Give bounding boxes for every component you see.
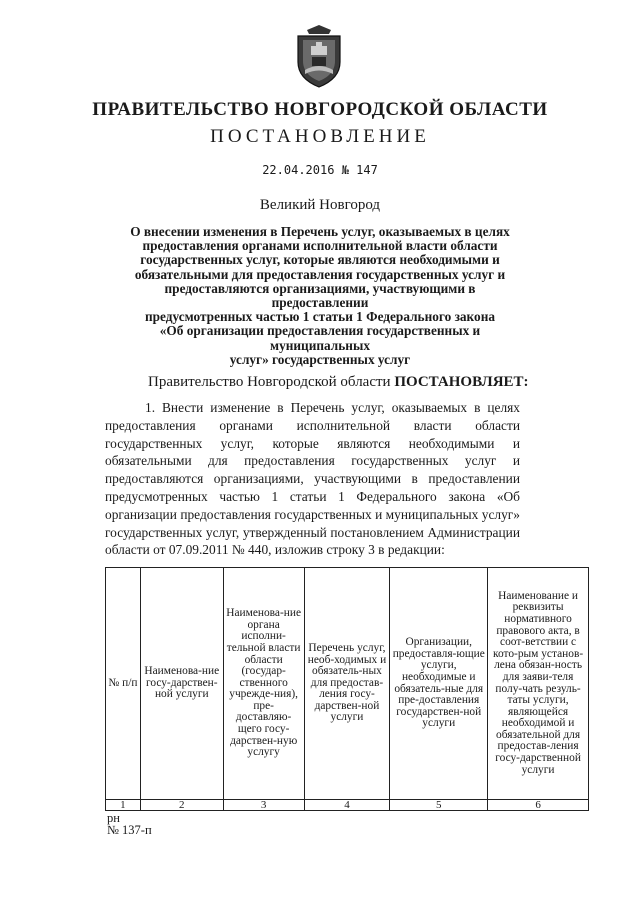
footer-initials: рн: [107, 811, 120, 825]
subject-line: предоставления органами исполнительной власти области: [142, 238, 498, 254]
table-numbering-row: [106, 800, 589, 811]
subject-line: государственных услуг, которые являются необходимыми и: [140, 252, 500, 268]
subject-line: обязательными для предоставления государственных услуг и: [134, 266, 506, 282]
subject-line: услуг» государственных услуг: [229, 351, 411, 367]
document-subject: [115, 225, 525, 367]
column-number: 6: [488, 800, 589, 811]
resolution-intro: [148, 374, 529, 391]
paragraph-1: 1. Внести изменение в Перечень услуг, оказываемых в целях предоставления органами исполнительной власти области государственных услуг, которые являются необходимыми и обязательными для предоставления государственных услуг и предоставляются организациями, участвующими в предоставлении предусмотренных частью 1 статьи 1 Федерального закона «Об организации предоставления государственных и муниципальных услуг» государственных услуг, утвержденный постановлением Администрации области от 07.09.2011 № 440, изложив строку 3 в редакции:: [105, 400, 520, 558]
column-number: 2: [140, 800, 223, 811]
subject-line: предусмотренных частью 1 статьи 1 Федерального закона: [144, 309, 496, 325]
table-header-row: [106, 568, 589, 800]
column-number: 4: [304, 800, 390, 811]
column-number: 1: [106, 800, 141, 811]
intro-emphasis: ПОСТАНОВЛЯЕТ:: [394, 374, 529, 390]
footer-registration-number: № 137-п: [107, 823, 152, 837]
intro-text: Правительство Новгородской области: [148, 374, 391, 390]
services-table: [105, 567, 589, 811]
coat-of-arms-emblem: [290, 24, 348, 88]
subject-line: «Об организации предоставления государственных и муниципальных: [159, 323, 481, 353]
table-header-cell: Наименова-ние органа исполни-тельной власти области (государ-ственного учрежде-ния), пре-доставляю-щего госу-дарствен-ную услугу: [223, 568, 304, 800]
government-title: ПРАВИТЕЛЬСТВО НОВГОРОДСКОЙ ОБЛАСТИ: [92, 99, 548, 120]
column-number: 3: [223, 800, 304, 811]
subject-line: О внесении изменения в Перечень услуг, оказываемых в целях: [130, 224, 510, 239]
city-name: Великий Новгород: [259, 197, 381, 213]
document-type: ПОСТАНОВЛЕНИЕ: [210, 126, 430, 147]
column-number: 5: [390, 800, 488, 811]
date-and-number: 22.04.2016 № 147: [262, 163, 378, 177]
table-header-cell: Наименова-ние госу-дарствен-ной услуги: [140, 568, 223, 800]
table-header-cell: Наименование и реквизиты нормативного правового акта, в соот-ветствии с кото-рым установ-лена обязан-ность для заяви-теля полу-чать резуль-таты услуги, являющейся необходимой и обязательной для предостав-ления госу-дарственной услуги: [488, 568, 589, 800]
footer-marks: [107, 812, 152, 836]
table-header-cell: № п/п: [106, 568, 141, 800]
table-header-cell: Перечень услуг, необ-ходимых и обязатель-ных для предостав-ления госу-дарствен-ной услуги: [304, 568, 390, 800]
table-header-cell: Организации, предоставля-ющие услуги, необходимые и обязатель-ные для пре-доставления государствен-ной услуги: [390, 568, 488, 800]
subject-line: предоставляются организациями, участвующими в предоставлении: [164, 280, 476, 311]
